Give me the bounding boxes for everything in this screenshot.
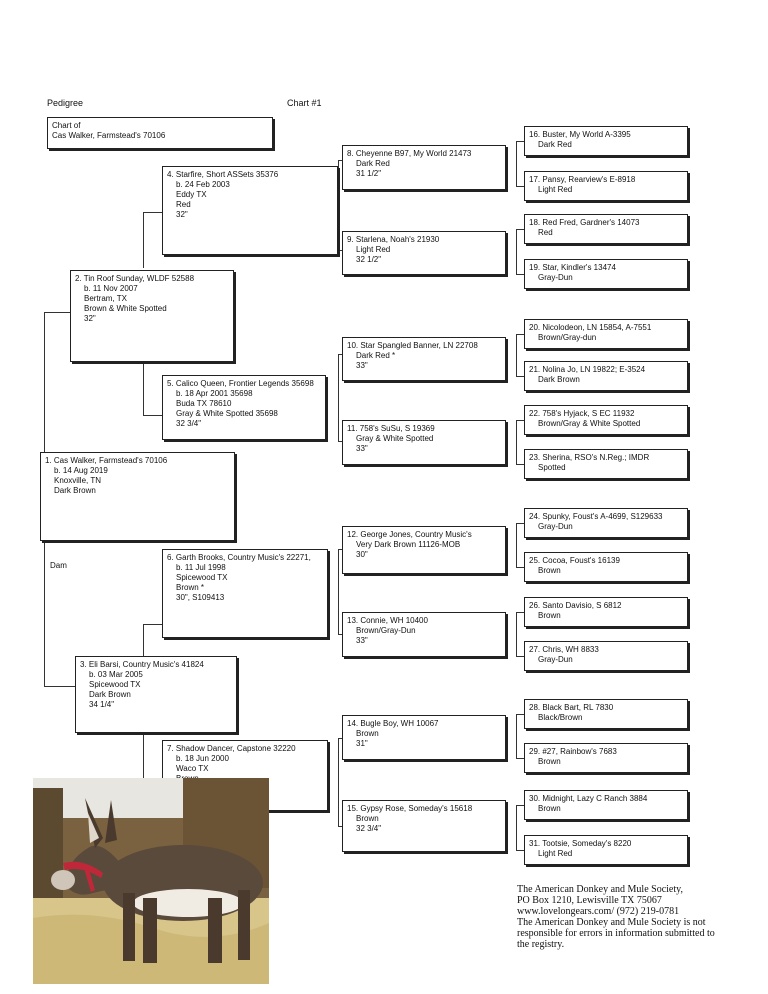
horse-4-place: Eddy TX: [176, 190, 207, 199]
horse-25-box: [524, 552, 688, 582]
horse-16-color: Dark Red: [538, 140, 572, 149]
horse-27-name: 27. Chris, WH 8833: [529, 645, 599, 654]
horse-9-name: 9. Starlena, Noah's 21930: [347, 235, 440, 244]
horse-4-height: 32": [176, 210, 188, 219]
horse-1-birth: b. 14 Aug 2019: [54, 466, 108, 475]
horse-11-box: [342, 420, 506, 465]
horse-18-name: 18. Red Fred, Gardner's 14073: [529, 218, 640, 227]
horse-11-color: Gray & White Spotted: [356, 434, 434, 443]
horse-2-height: 32": [84, 314, 96, 323]
horse-24-name: 24. Spunky, Foust's A-4699, S129633: [529, 512, 663, 521]
horse-10-height: 33": [356, 361, 368, 370]
chart-of-name: Cas Walker, Farmstead's 70106: [52, 131, 166, 140]
horse-26-box: [524, 597, 688, 627]
horse-18-color: Red: [538, 228, 553, 237]
horse-3-height: 34 1/4": [89, 700, 115, 709]
horse-9-box: [342, 231, 506, 275]
horse-16-box: [524, 126, 688, 156]
horse-23-name: 23. Sherina, RSO's N.Reg.; IMDR: [529, 453, 650, 462]
horse-21-color: Dark Brown: [538, 375, 580, 384]
horse-7-place: Waco TX: [176, 764, 209, 773]
horse-14-color: Brown: [356, 729, 379, 738]
horse-12-color: Very Dark Brown 11126-MOB: [356, 540, 461, 549]
horse-5-place: Buda TX 78610: [176, 399, 232, 408]
horse-20-name: 20. Nicolodeon, LN 15854, A-7551: [529, 323, 652, 332]
horse-6-birth: b. 11 Jul 1998: [176, 563, 226, 572]
horse-27-box: [524, 641, 688, 671]
horse-21-box: [524, 361, 688, 391]
horse-20-box: [524, 319, 688, 349]
horse-12-height: 30": [356, 550, 368, 559]
horse-31-color: Light Red: [538, 849, 573, 858]
horse-13-height: 33": [356, 636, 368, 645]
horse-3-birth: b. 03 Mar 2005: [89, 670, 143, 679]
horse-11-name: 11. 758's SuSu, S 19369: [347, 424, 435, 433]
horse-6-color: Brown *: [176, 583, 205, 592]
horse-22-color: Brown/Gray & White Spotted: [538, 419, 641, 428]
horse-25-name: 25. Cocoa, Foust's 16139: [529, 556, 620, 565]
footer-line-1: The American Donkey and Mule Society,: [517, 884, 683, 895]
horse-28-name: 28. Black Bart, RL 7830: [529, 703, 614, 712]
horse-17-name: 17. Pansy, Rearview's E-8918: [529, 175, 636, 184]
horse-2-name: 2. Tin Roof Sunday, WLDF 52588: [75, 274, 195, 283]
horse-9-height: 32 1/2": [356, 255, 382, 264]
horse-3-place: Spicewood TX: [89, 680, 141, 689]
horse-24-color: Gray-Dun: [538, 522, 573, 531]
horse-23-color: Spotted: [538, 463, 566, 472]
horse-29-color: Brown: [538, 757, 561, 766]
horse-1-name: 1. Cas Walker, Farmstead's 70106: [45, 456, 168, 465]
horse-14-height: 31": [356, 739, 368, 748]
horse-30-name: 30. Midnight, Lazy C Ranch 3884: [529, 794, 648, 803]
horse-16-name: 16. Buster, My World A-3395: [529, 130, 631, 139]
horse-13-color: Brown/Gray-Dun: [356, 626, 416, 635]
dam-label: Dam: [50, 561, 67, 570]
horse-17-color: Light Red: [538, 185, 573, 194]
horse-6-box: [162, 549, 328, 638]
horse-12-name: 12. George Jones, Country Music's: [347, 530, 472, 539]
horse-31-name: 31. Tootsie, Someday's 8220: [529, 839, 632, 848]
horse-15-height: 32 3/4": [356, 824, 382, 833]
horse-29-box: [524, 743, 688, 773]
chart-of-label: Chart of: [52, 121, 81, 130]
horse-11-height: 33": [356, 444, 368, 453]
chart-of-box: [47, 117, 273, 149]
horse-2-color: Brown & White Spotted: [84, 304, 167, 313]
horse-6-height: 30", S109413: [176, 593, 225, 602]
horse-8-box: [342, 145, 506, 190]
footer-line-4: The American Donkey and Mule Society is not: [517, 917, 706, 928]
horse-9-color: Light Red: [356, 245, 391, 254]
horse-28-color: Black/Brown: [538, 713, 583, 722]
horse-31-box: [524, 835, 688, 865]
horse-5-color: Gray & White Spotted 35698: [176, 409, 278, 418]
horse-4-birth: b. 24 Feb 2003: [176, 180, 230, 189]
horse-19-color: Gray-Dun: [538, 273, 573, 282]
horse-27-color: Gray-Dun: [538, 655, 573, 664]
horse-19-name: 19. Star, Kindler's 13474: [529, 263, 616, 272]
horse-14-name: 14. Bugle Boy, WH 10067: [347, 719, 439, 728]
horse-7-birth: b. 18 Jun 2000: [176, 754, 229, 763]
chart-number: Chart #1: [287, 98, 322, 108]
horse-13-name: 13. Connie, WH 10400: [347, 616, 428, 625]
horse-5-birth: b. 18 Apr 2001 35698: [176, 389, 253, 398]
horse-19-box: [524, 259, 688, 289]
horse-15-name: 15. Gypsy Rose, Someday's 15618: [347, 804, 473, 813]
horse-1-box: [40, 452, 235, 541]
horse-5-name: 5. Calico Queen, Frontier Legends 35698: [167, 379, 314, 388]
horse-26-name: 26. Santo Davisio, S 6812: [529, 601, 622, 610]
footer: [517, 884, 757, 950]
horse-6-place: Spicewood TX: [176, 573, 228, 582]
horse-8-height: 31 1/2": [356, 169, 382, 178]
horse-4-box: [162, 166, 338, 255]
donkey-photo: [33, 778, 269, 984]
horse-8-color: Dark Red: [356, 159, 390, 168]
horse-3-box: [75, 656, 237, 733]
horse-29-name: 29. #27, Rainbow's 7683: [529, 747, 617, 756]
horse-24-box: [524, 508, 688, 538]
horse-15-color: Brown: [356, 814, 379, 823]
horse-21-name: 21. Nolina Jo, LN 19822; E-3524: [529, 365, 646, 374]
horse-10-box: [342, 337, 506, 381]
horse-20-color: Brown/Gray-dun: [538, 333, 597, 342]
page-title: Pedigree: [47, 98, 84, 108]
horse-26-color: Brown: [538, 611, 561, 620]
horse-12-box: [342, 526, 506, 574]
horse-10-color: Dark Red *: [356, 351, 396, 360]
horse-22-name: 22. 758's Hyjack, S EC 11932: [529, 409, 635, 418]
horse-22-box: [524, 405, 688, 435]
horse-3-color: Dark Brown: [89, 690, 131, 699]
horse-2-box: [70, 270, 234, 362]
horse-7-name: 7. Shadow Dancer, Capstone 32220: [167, 744, 296, 753]
footer-line-3: www.lovelongears.com/ (972) 219-0781: [517, 906, 680, 917]
horse-28-box: [524, 699, 688, 729]
horse-15-box: [342, 800, 506, 852]
horse-30-color: Brown: [538, 804, 561, 813]
horse-4-name: 4. Starfire, Short ASSets 35376: [167, 170, 279, 179]
horse-2-place: Bertram, TX: [84, 294, 127, 303]
footer-line-5: responsible for errors in information submitted to: [517, 928, 715, 939]
horse-23-box: [524, 449, 688, 479]
horse-5-height: 32 3/4": [176, 419, 202, 428]
horse-18-box: [524, 214, 688, 244]
horse-4-color: Red: [176, 200, 191, 209]
horse-5-box: [162, 375, 326, 440]
horse-17-box: [524, 171, 688, 201]
horse-13-box: [342, 612, 506, 657]
horse-1-place: Knoxville, TN: [54, 476, 101, 485]
horse-10-name: 10. Star Spangled Banner, LN 22708: [347, 341, 478, 350]
horse-6-name: 6. Garth Brooks, Country Music's 22271,: [167, 553, 311, 562]
horse-3-name: 3. Eli Barsi, Country Music's 41824: [80, 660, 204, 669]
horse-2-birth: b. 11 Nov 2007: [84, 284, 138, 293]
horse-8-name: 8. Cheyenne B97, My World 21473: [347, 149, 472, 158]
horse-25-color: Brown: [538, 566, 561, 575]
footer-line-6: the registry.: [517, 939, 565, 950]
footer-line-2: PO Box 1210, Lewisville TX 75067: [517, 895, 662, 906]
horse-1-color: Dark Brown: [54, 486, 96, 495]
horse-14-box: [342, 715, 506, 760]
horse-30-box: [524, 790, 688, 820]
